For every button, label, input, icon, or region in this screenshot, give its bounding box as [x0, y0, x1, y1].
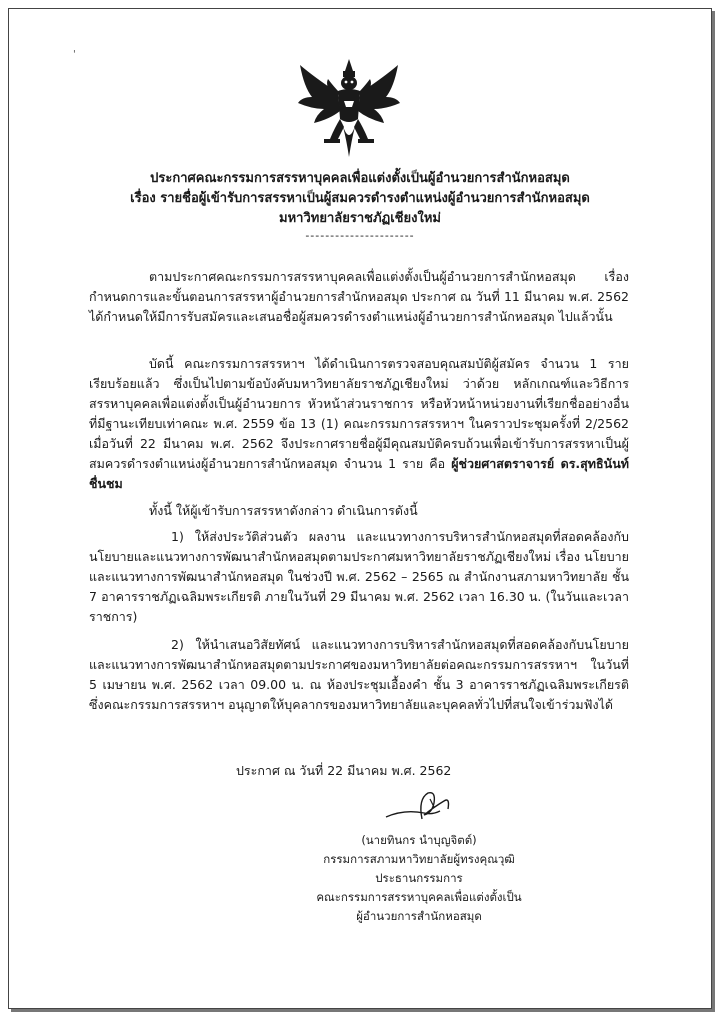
scan-mark: ' [73, 49, 76, 60]
garuda-emblem-icon [294, 57, 404, 162]
header-subject: เรื่อง รายชื่อผู้เข้ารับการสรรหาเป็นผู้สมควรดำรงตำแหน่งผู้อำนวยการสำนักหอสมุด [130, 191, 590, 206]
header-title: ประกาศคณะกรรมการสรรหาบุคคลเพื่อแต่งตั้งเป็นผู้อำนวยการสำนักหอสมุด [150, 171, 570, 186]
header-university: มหาวิทยาลัยราชภัฏเชียงใหม่ [279, 211, 441, 226]
candidate-name: ผู้ช่วยศาสตราจารย์ ดร.สุทธินันท์ ชื่นชม [89, 456, 630, 491]
paragraph-announcement-text: บัดนี้ คณะกรรมการสรรหาฯ ได้ดำเนินการตรวจสอบคุณสมบัติผู้สมัคร จำนวน 1 ราย เรียบร้อยแล้ว ซึ่งเป็นไปตามข้อบังคับมหาวิทยาลัยราชภัฏเชียงใหม่ ว่าด้วย หลักเกณฑ์และวิธีการสรรหาบุคคลเพื่อแต่งตั้งเป็นผู้อำนวยการ หัวหน้าส่วนราชการ หรือหัวหน้าหน่วยงานที่เรียกชื่ออย่างอื่นที่มีฐานะเทียบเท่าคณะ พ.ศ. 2559 ข้อ 13 (1) คณะกรรมการสรรหาฯ ในคราวประชุมครั้งที่ 2/2562 เมื่อวันที่ 22 มีนาคม พ.ศ. 2562 จึงประกาศรายชื่อผู้มีคุณสมบัติครบถ้วนเพื่อเข้ารับการสรรหาเป็นผู้สมควรดำรงตำแหน่งผู้อำนวยการสำนักหอสมุด จำนวน 1 ราย คือ [89, 356, 629, 471]
signer-block [254, 831, 584, 926]
header-divider: ---------------------- [305, 229, 415, 242]
paragraph-reference: ตามประกาศคณะกรรมการสรรหาบุคคลเพื่อแต่งตั้งเป็นผู้อำนวยการสำนักหอสมุด เรื่อง กำหนดการและขั้นตอนการสรรหาผู้อำนวยการสำนักหอสมุด ประกาศ ณ วันที่ 11 มีนาคม พ.ศ. 2562 ได้กำหนดให้มีการรับสมัครและเสนอชื่อผู้สมควรดำรงตำแหน่งผู้อำนวยการสำนักหอสมุด ไปแล้วนั้น [89, 269, 629, 324]
signer-role-2: ประธานกรรมการ [375, 871, 463, 885]
signer-name: (นายทินกร นำบุญจิตต์) [361, 833, 477, 847]
instruction-item-1: 1) ให้ส่งประวัติส่วนตัว ผลงาน และแนวทางการบริหารสำนักหอสมุดที่สอดคล้องกับนโยบายและแนวทางการพัฒนาสำนักหอสมุดตามประกาศมหาวิทยาลัยราชภัฏเชียงใหม่ เรื่อง นโยบายและแนวทางการพัฒนาสำนักหอสมุด ในช่วงปี พ.ศ. 2562 – 2565 ณ สำนักงานสภามหาวิทยาลัย ชั้น 7 อาคารราชภัฏเฉลิมพระเกียรติ ภายในวันที่ 29 มีนาคม พ.ศ. 2562 เวลา 16.30 น. (ในวันและเวลาราชการ) [89, 529, 629, 624]
announcement-header [9, 169, 711, 243]
handwritten-signature [384, 787, 454, 825]
paragraph-instructions-intro: ทั้งนี้ ให้ผู้เข้ารับการสรรหาดังกล่าว ดำเนินการดังนี้ [149, 503, 418, 518]
signer-role-4: ผู้อำนวยการสำนักหอสมุด [356, 909, 482, 923]
announcement-date: ประกาศ ณ วันที่ 22 มีนาคม พ.ศ. 2562 [236, 763, 452, 778]
document-page [8, 8, 712, 1009]
paragraph-announcement [89, 354, 629, 494]
signer-role-1: กรรมการสภามหาวิทยาลัยผู้ทรงคุณวุฒิ [323, 852, 515, 866]
signer-role-3: คณะกรรมการสรรหาบุคคลเพื่อแต่งตั้งเป็น [316, 890, 522, 904]
instruction-item-2: 2) ให้นำเสนอวิสัยทัศน์ และแนวทางการบริหารสำนักหอสมุดที่สอดคล้องกับนโยบายและแนวทางการพัฒนาสำนักหอสมุดตามประกาศของมหาวิทยาลัยต่อคณะกรรมการสรรหาฯ ในวันที่ 5 เมษายน พ.ศ. 2562 เวลา 09.00 น. ณ ห้องประชุมเอื้องคำ ชั้น 3 อาคารราชภัฏเฉลิมพระเกียรติ ซึ่งคณะกรรมการสรรหาฯ อนุญาตให้บุคลากรของมหาวิทยาลัยและบุคคลทั่วไปที่สนใจเข้าร่วมฟังได้ [89, 637, 629, 712]
